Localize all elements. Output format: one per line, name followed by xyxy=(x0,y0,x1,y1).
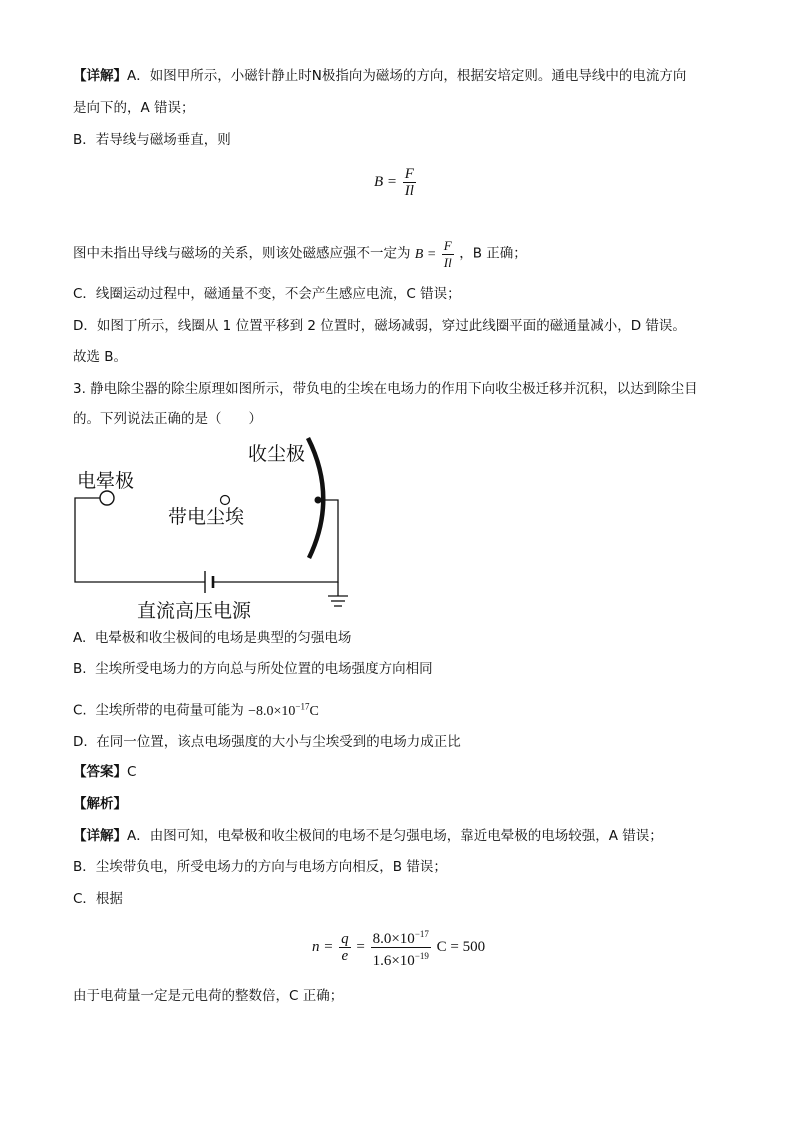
inline-formula-b: B = $\frac{F}{Il}$ xyxy=(414,238,452,270)
option-a-key: A. xyxy=(73,630,87,646)
option-a-text: 电晕极和收尘极间的电场是典型的匀强电场 xyxy=(94,630,352,646)
detail-line-d: D．如图丁所示，线圈从 1 位置平移到 2 位置时，磁场减弱，穿过此线圈平面的磁通量减小，D 错误。 xyxy=(73,318,686,334)
formula-n-rhs: C = 500 xyxy=(436,938,486,955)
detail-line-a-cont: 是向下的，A 错误； xyxy=(73,100,195,116)
option-d-key: D. xyxy=(73,734,88,750)
option-c xyxy=(73,696,319,722)
detail-line-3a xyxy=(73,826,663,846)
label-source: 直流高压电源 xyxy=(137,600,252,622)
question-stem-line2: 的。下列说法正确的是（ ） xyxy=(73,411,262,427)
option-b-key: B. xyxy=(73,661,87,677)
analysis-tag: 【解析】 xyxy=(73,796,127,812)
detail-line-b2 xyxy=(73,238,527,271)
formula-b xyxy=(374,166,418,199)
detail-tag-3: 【详解】 xyxy=(73,828,127,844)
formula-b-lhs: B = xyxy=(374,173,398,190)
detail-conclusion: 故选 B。 xyxy=(73,349,128,365)
detail-tag: 【详解】 xyxy=(73,68,127,84)
answer-tag: 【答案】 xyxy=(73,764,127,780)
option-d xyxy=(73,732,461,752)
detail-line-3c2: 由于电荷量一定是元电荷的整数倍，C 正确； xyxy=(73,988,344,1004)
detail-line-c: C．线圈运动过程中，磁通量不变，不会产生感应电流，C 错误； xyxy=(73,286,461,302)
corona-electrode xyxy=(100,491,114,505)
formula-n: n = $\frac{q}{e}$ = $\frac{8.0\times 10^{-17}}{1.6\times 10^{-19}}$ C = 500 xyxy=(312,926,485,969)
electrostatic-precipitator-diagram xyxy=(60,430,380,625)
collector-junction xyxy=(315,497,322,504)
option-c-key: C. xyxy=(73,702,87,719)
option-b xyxy=(73,659,433,679)
detail-text-a: A．如图甲所示，小磁针静止时N极指向为磁场的方向，根据安培定则。通电导线中的电流方向 xyxy=(127,68,687,84)
formula-b-den: Il xyxy=(404,183,414,199)
detail-line-3c: C．根据 xyxy=(73,891,123,907)
dust-particle xyxy=(221,496,230,505)
question-stem-line1: 3. 静电除尘器的除尘原理如图所示，带负电的尘埃在电场力的作用下向收尘极迁移并沉积，以达到除尘目 xyxy=(73,381,698,397)
answer-line xyxy=(73,762,136,782)
detail-line-b: B．若导线与磁场垂直，则 xyxy=(73,132,231,148)
detail-text-b2-pre: 图中未指出导线与磁场的关系，则该处磁感应强不一定为 xyxy=(73,245,411,262)
option-a xyxy=(73,628,351,648)
detail-text-b2-post: ，B 正确； xyxy=(459,245,527,262)
detail-line-a xyxy=(73,66,686,86)
label-corona: 电晕极 xyxy=(77,470,135,492)
formula-n-lhs: n = xyxy=(312,938,334,955)
answer-value: C xyxy=(127,764,137,780)
formula-n-value-fraction: $\frac{8.0\times 10^{-17}}{1.6\times 10^{-19}}$ xyxy=(371,926,431,969)
detail-line-3b: B．尘埃带负电，所受电场力的方向与电场方向相反，B 错误； xyxy=(73,859,447,875)
formula-b-num: F xyxy=(404,166,414,182)
label-dust: 带电尘埃 xyxy=(168,506,245,528)
option-c-text: 尘埃所带的电荷量可能为 xyxy=(95,702,244,719)
detail-text-3a: A．由图可知，电晕极和收尘极间的电场不是匀强电场，靠近电晕极的电场较强，A 错误； xyxy=(127,828,663,844)
option-b-text: 尘埃所受电场力的方向总与所处位置的电场强度方向相同 xyxy=(95,661,433,677)
formula-n-q-over-e: $\frac{q}{e}$ xyxy=(341,931,349,964)
formula-b-fraction xyxy=(403,166,416,199)
label-collector: 收尘极 xyxy=(248,443,306,465)
option-d-text: 在同一位置，该点电场强度的大小与尘埃受到的电场力成正比 xyxy=(96,734,461,750)
analysis-line xyxy=(73,794,127,814)
option-c-value: $-8.0\times 10^{-17}C$ xyxy=(248,701,319,719)
